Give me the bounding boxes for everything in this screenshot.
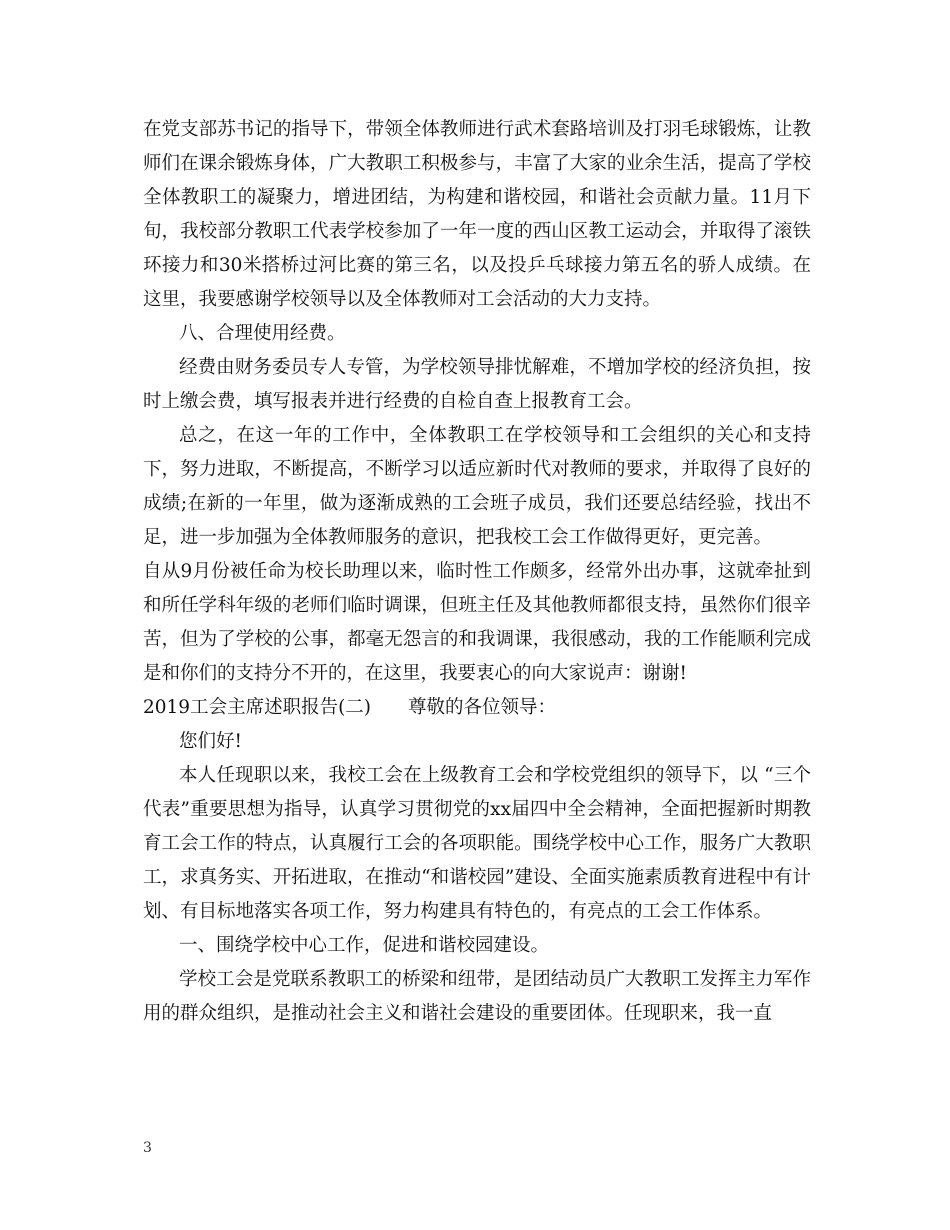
section-heading-funds: 八、合理使用经费。 bbox=[179, 323, 346, 344]
paragraph-sports-activities: 在党支部苏书记的指导下，带领全体教师进行武术套路培训及打羽毛球锻炼，让教师们在课余锻炼身体，广大教职工积极参与，丰富了大家的业余生活，提高了学校全体教职工的凝聚力，增进团结，为构建和谐校园，和谐社会贡献力量。11月下旬，我校部分教职工代表学校参加了一年一度的西山区教工运动会，并取得了滚铁环接力和30米搭桥过河比赛的第三名，以及投乒乓球接力第五名的骄人成绩。在这里，我要感谢学校领导以及全体教师对工会活动的大力支持。 bbox=[143, 119, 811, 310]
body-text bbox=[143, 113, 811, 1031]
paragraph-summary: 总之，在这一年的工作中，全体教职工在学校领导和工会组织的关心和支持下，努力进取，不断提高，不断学习以适应新时代对教师的要求，并取得了良好的成绩;在新的一年里，做为逐渐成熟的工会班子成员，我们还要总结经验，找出不足，进一步加强为全体教师服务的意识，把我校工会工作做得更好，更完善。 bbox=[143, 425, 811, 548]
report-title-line: 2019工会主席述职报告(二) 尊敬的各位领导： bbox=[143, 697, 557, 718]
paragraph-union-role: 学校工会是党联系教职工的桥梁和纽带，是团结动员广大教职工发挥主力军作用的群众组织，是推动社会主义和谐社会建设的重要团体。任现职来，我一直 bbox=[143, 969, 811, 1024]
section-heading-one: 一、围绕学校中心工作，促进和谐校园建设。 bbox=[179, 935, 550, 956]
greeting: 您们好! bbox=[179, 731, 242, 752]
paragraph-funds: 经费由财务委员专人专管，为学校领导排忧解难，不增加学校的经济负担，按时上缴会费，填写报表并进行经费的自检自查上报教育工会。 bbox=[143, 357, 811, 412]
page-number: 3 bbox=[143, 1140, 152, 1156]
paragraph-introduction: 本人任现职以来，我校工会在上级教育工会和学校党组织的领导下，以 “三个代表”重要思想为指导，认真学习贯彻党的xx届四中全会精神，全面把握新时期教育工会工作的特点，认真履行工会的各项职能。围绕学校中心工作，服务广大教职工，求真务实、开拓进取，在推动“和谐校园”建设、全面实施素质教育进程中有计划、有目标地落实各项工作，努力构建具有特色的，有亮点的工会工作体系。 bbox=[143, 765, 811, 922]
paragraph-thanks: 自从9月份被任命为校长助理以来，临时性工作颇多，经常外出办事，这就牵扯到和所任学科年级的老师们临时调课，但班主任及其他教师都很支持，虽然你们很辛苦，但为了学校的公事，都毫无怨言的和我调课，我很感动，我的工作能顺利完成是和你们的支持分不开的，在这里，我要衷心的向大家说声：谢谢! bbox=[143, 561, 811, 684]
